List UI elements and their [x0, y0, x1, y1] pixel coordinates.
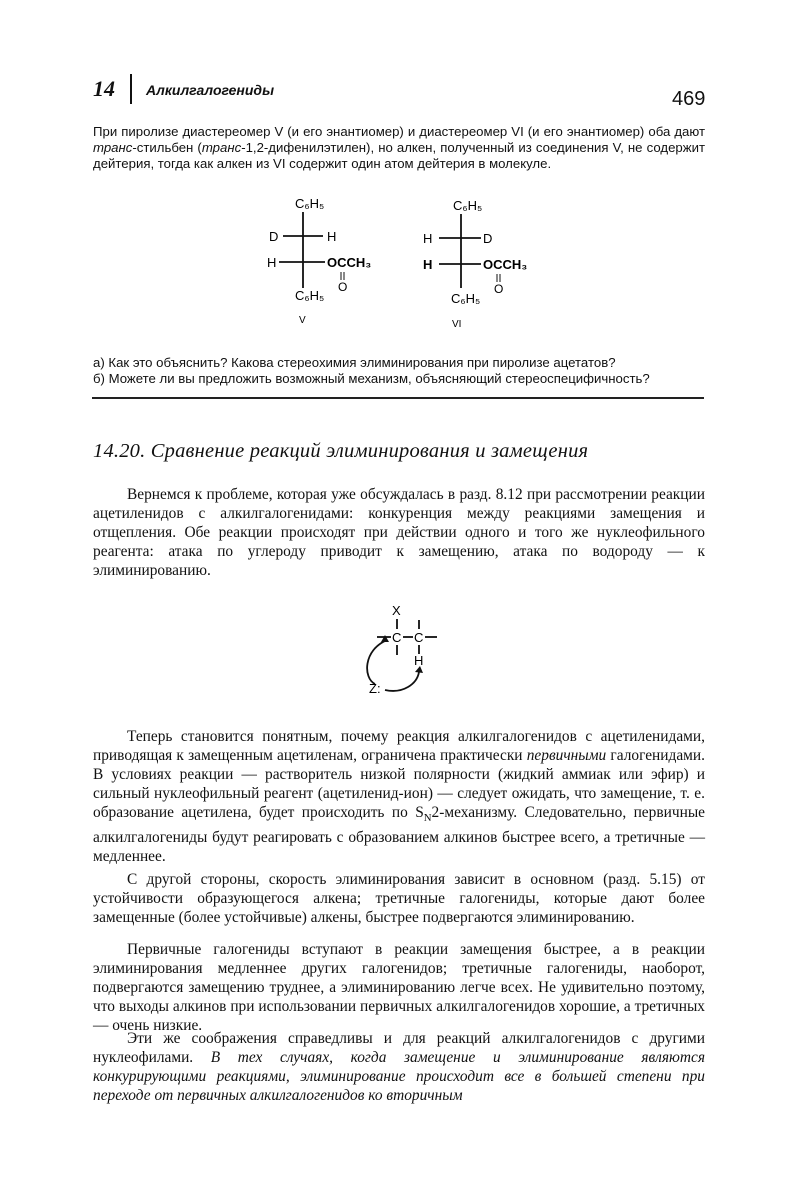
v-left-top: D: [269, 229, 279, 244]
scheme-c1: C: [392, 630, 402, 645]
v-bottom: C₆H₅: [295, 288, 325, 303]
paragraph-5: Эти же соображения справедливы и для реакций алкилгалогенидов с другими нуклеофилами. В тех случаях, когда замещение и элиминирование являются конкурирующими реакциями, элиминирование происходит все в большей степени при переходе от первичных алкилгалогенидов ко вторичным: [93, 1030, 705, 1104]
scheme-x: X: [392, 603, 401, 618]
chapter-number: 14: [93, 76, 115, 101]
structure-vi: [423, 198, 527, 330]
v-left-bottom: H: [267, 255, 277, 270]
vi-left-bottom: H: [423, 257, 433, 272]
vi-carbonyl-o: O: [494, 282, 504, 296]
v-carbonyl-o: O: [338, 280, 348, 294]
section-title: 14.20. Сравнение реакций элиминирования и замещения: [93, 440, 589, 462]
v-right-bottom: OCCH₃: [327, 255, 372, 270]
problem-text: При пиролизе диастереомер V (и его энантиомер) и диастереомер VI (и его энантиомер) оба дают транс-стильбен (транс-1,2-дифенилэтилен), но алкен, полученный из соединения V, не содержит дейтерия, тогда как алкен из VI содержит один атом дейтерия в молекуле.: [93, 124, 705, 171]
scheme-c2: C: [414, 630, 424, 645]
paragraph-2: Теперь становится понятным, почему реакция алкилгалогенидов с ацетиленидами, приводящая к замещенным ацетиленам, ограничена практически первичными галогенидами. В условиях реакции — растворитель низкой полярности (жидкий аммиак или эфир) и сильный нуклеофильный реагент (ацетиленид-ион) — следует ожидать, что замещение, т. е. образование ацетилена, будет происходить по $S_N2$-механизму. Следовательно, первичные алкилгалогениды будут реагировать с образованием алкинов быстрее всего, а третичные — медленнее.: [93, 728, 705, 866]
elimination-scheme: [355, 600, 465, 705]
vi-bottom: C₆H₅: [451, 291, 481, 306]
structure-v: [267, 196, 371, 326]
section-divider: [92, 397, 704, 399]
vi-right-bottom: OCCH₃: [483, 257, 528, 272]
vi-top: C₆H₅: [453, 198, 483, 213]
header-divider: [130, 74, 132, 104]
vi-right-top: D: [483, 231, 493, 246]
v-right-top: H: [327, 229, 337, 244]
chapter-title: Алкилгалогениды: [146, 82, 275, 98]
fischer-projections: [255, 192, 545, 332]
paragraph-1: Вернемся к проблеме, которая уже обсуждалась в разд. 8.12 при рассмотрении реакции ацетиленидов с алкилгалогенидами: конкуренция между реакциями замещения и отщепления. Обе реакции происходят при действии одного и того же нуклеофильного реагента: атака по углероду приводит к замещению, атака по водороду — к элиминированию.: [93, 486, 705, 579]
question-b: б) Можете ли вы предложить возможный механизм, объясняющий стереоспецифичность?: [93, 371, 650, 386]
v-top: C₆H₅: [295, 196, 325, 211]
scheme-h: H: [414, 653, 424, 668]
page-number: 469: [672, 88, 706, 110]
scheme-z: Z:: [369, 681, 381, 696]
vi-label: VI: [452, 319, 462, 330]
v-label: V: [299, 315, 306, 326]
paragraph-3: С другой стороны, скорость элиминирования зависит в основном (разд. 5.15) от устойчивости образующегося алкена; третичные галогениды, которые дают более замещенные (более устойчивые) алкены, быстрее подвергаются элиминированию.: [93, 871, 705, 926]
vi-left-top: H: [423, 231, 433, 246]
paragraph-4: Первичные галогениды вступают в реакции замещения быстрее, а в реакции элиминирования медленнее других галогенидов; третичные галогениды, наоборот, подвергаются замещению труднее, а элиминированию легче всех. Не удивительно поэтому, что выходы алкинов при использовании первичных алкилгалогенидов хорошие, а третичных — очень низкие.: [93, 941, 705, 1034]
question-a: а) Как это объяснить? Какова стереохимия элиминирования при пиролизе ацетатов?: [93, 355, 616, 370]
questions: [93, 355, 705, 387]
